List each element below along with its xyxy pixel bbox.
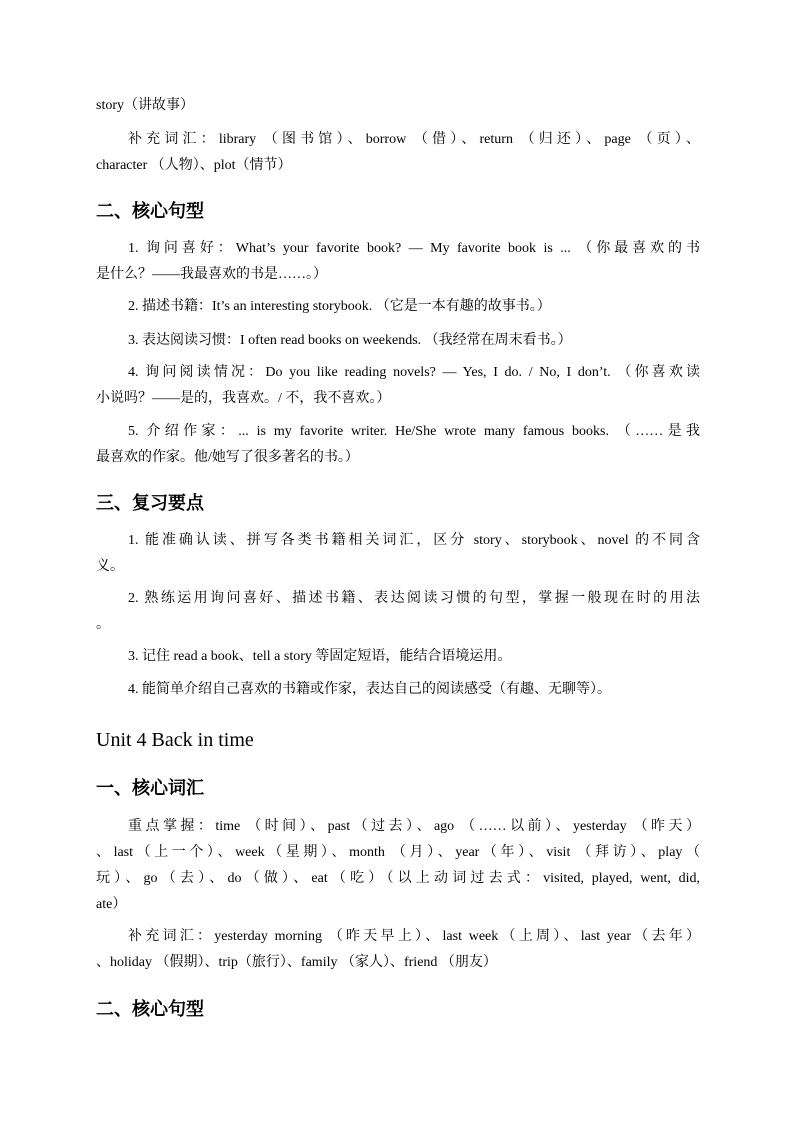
sentence-item: 1. 询问喜好：What’s your favorite book? — My favorite book is ... （你最喜欢的书 — [128, 241, 700, 256]
key-vocab-line: ate） — [96, 897, 127, 912]
key-vocab-line: 重点掌握：time （时间）、past（过去）、ago （……以前）、yesterday （昨天） — [128, 819, 700, 834]
review-item-cont: 义。 — [96, 559, 124, 574]
key-vocab-line: 、last（上一个）、week（星期）、month （月）、year（年）、visit （拜访）、play（ — [96, 845, 700, 860]
review-item: 4. 能简单介绍自己喜欢的书籍或作家，表达自己的阅读感受（有趣、无聊等）。 — [128, 682, 611, 697]
sentence-item: 4. 询问阅读情况：Do you like reading novels? — Yes, I do. / No, I don’t. （你喜欢读 — [128, 365, 700, 380]
sentence-item: 3. 表达阅读习惯：I often read books on weekends. （我经常在周末看书。） — [128, 333, 572, 348]
supplementary-vocab-line: character （人物）、plot（情节） — [96, 158, 292, 173]
supplementary-vocab-line: 补充词汇：yesterday morning （昨天早上）、last week（上周）、last year（去年） — [128, 929, 700, 944]
sentence-item-cont: 是什么？——我最喜欢的书是……。） — [96, 267, 327, 282]
review-item-cont: 。 — [96, 617, 110, 632]
vocab-line: story（讲故事） — [96, 98, 194, 113]
sentence-item: 2. 描述书籍：It’s an interesting storybook. （它是一本有趣的故事书。） — [128, 299, 551, 314]
review-item: 3. 记住 read a book、tell a story 等固定短语，能结合语境运用。 — [128, 649, 512, 664]
unit-title: Unit 4 Back in time — [96, 729, 254, 751]
sentence-item-cont: 最喜欢的作家。他/她写了很多著名的书。） — [96, 450, 359, 465]
review-item: 2. 熟练运用询问喜好、描述书籍、表达阅读习惯的句型，掌握一般现在时的用法 — [128, 591, 700, 606]
sentence-item-cont: 小说吗？——是的，我喜欢。/ 不，我不喜欢。） — [96, 391, 391, 406]
section-heading-core-sentences: 二、核心句型 — [96, 201, 204, 222]
section-heading-core-vocab: 一、核心词汇 — [96, 778, 204, 799]
section-heading-review-points: 三、复习要点 — [96, 493, 204, 514]
key-vocab-line: 玩）、go（去）、do（做）、eat（吃）（以上动词过去式：visited, played, went, did, — [96, 871, 700, 886]
section-heading-core-sentences: 二、核心句型 — [96, 999, 204, 1020]
sentence-item: 5. 介绍作家：... is my favorite writer. He/She wrote many famous books. （……是我 — [128, 424, 700, 439]
review-item: 1. 能准确认读、拼写各类书籍相关词汇，区分 story、storybook、novel 的不同含 — [128, 533, 700, 548]
supplementary-vocab-line: 补充词汇：library （图书馆）、borrow （借）、return （归还）、page （页）、 — [128, 132, 700, 147]
supplementary-vocab-line: 、holiday （假期）、trip（旅行）、family （家人）、friend （朋友） — [96, 955, 497, 970]
